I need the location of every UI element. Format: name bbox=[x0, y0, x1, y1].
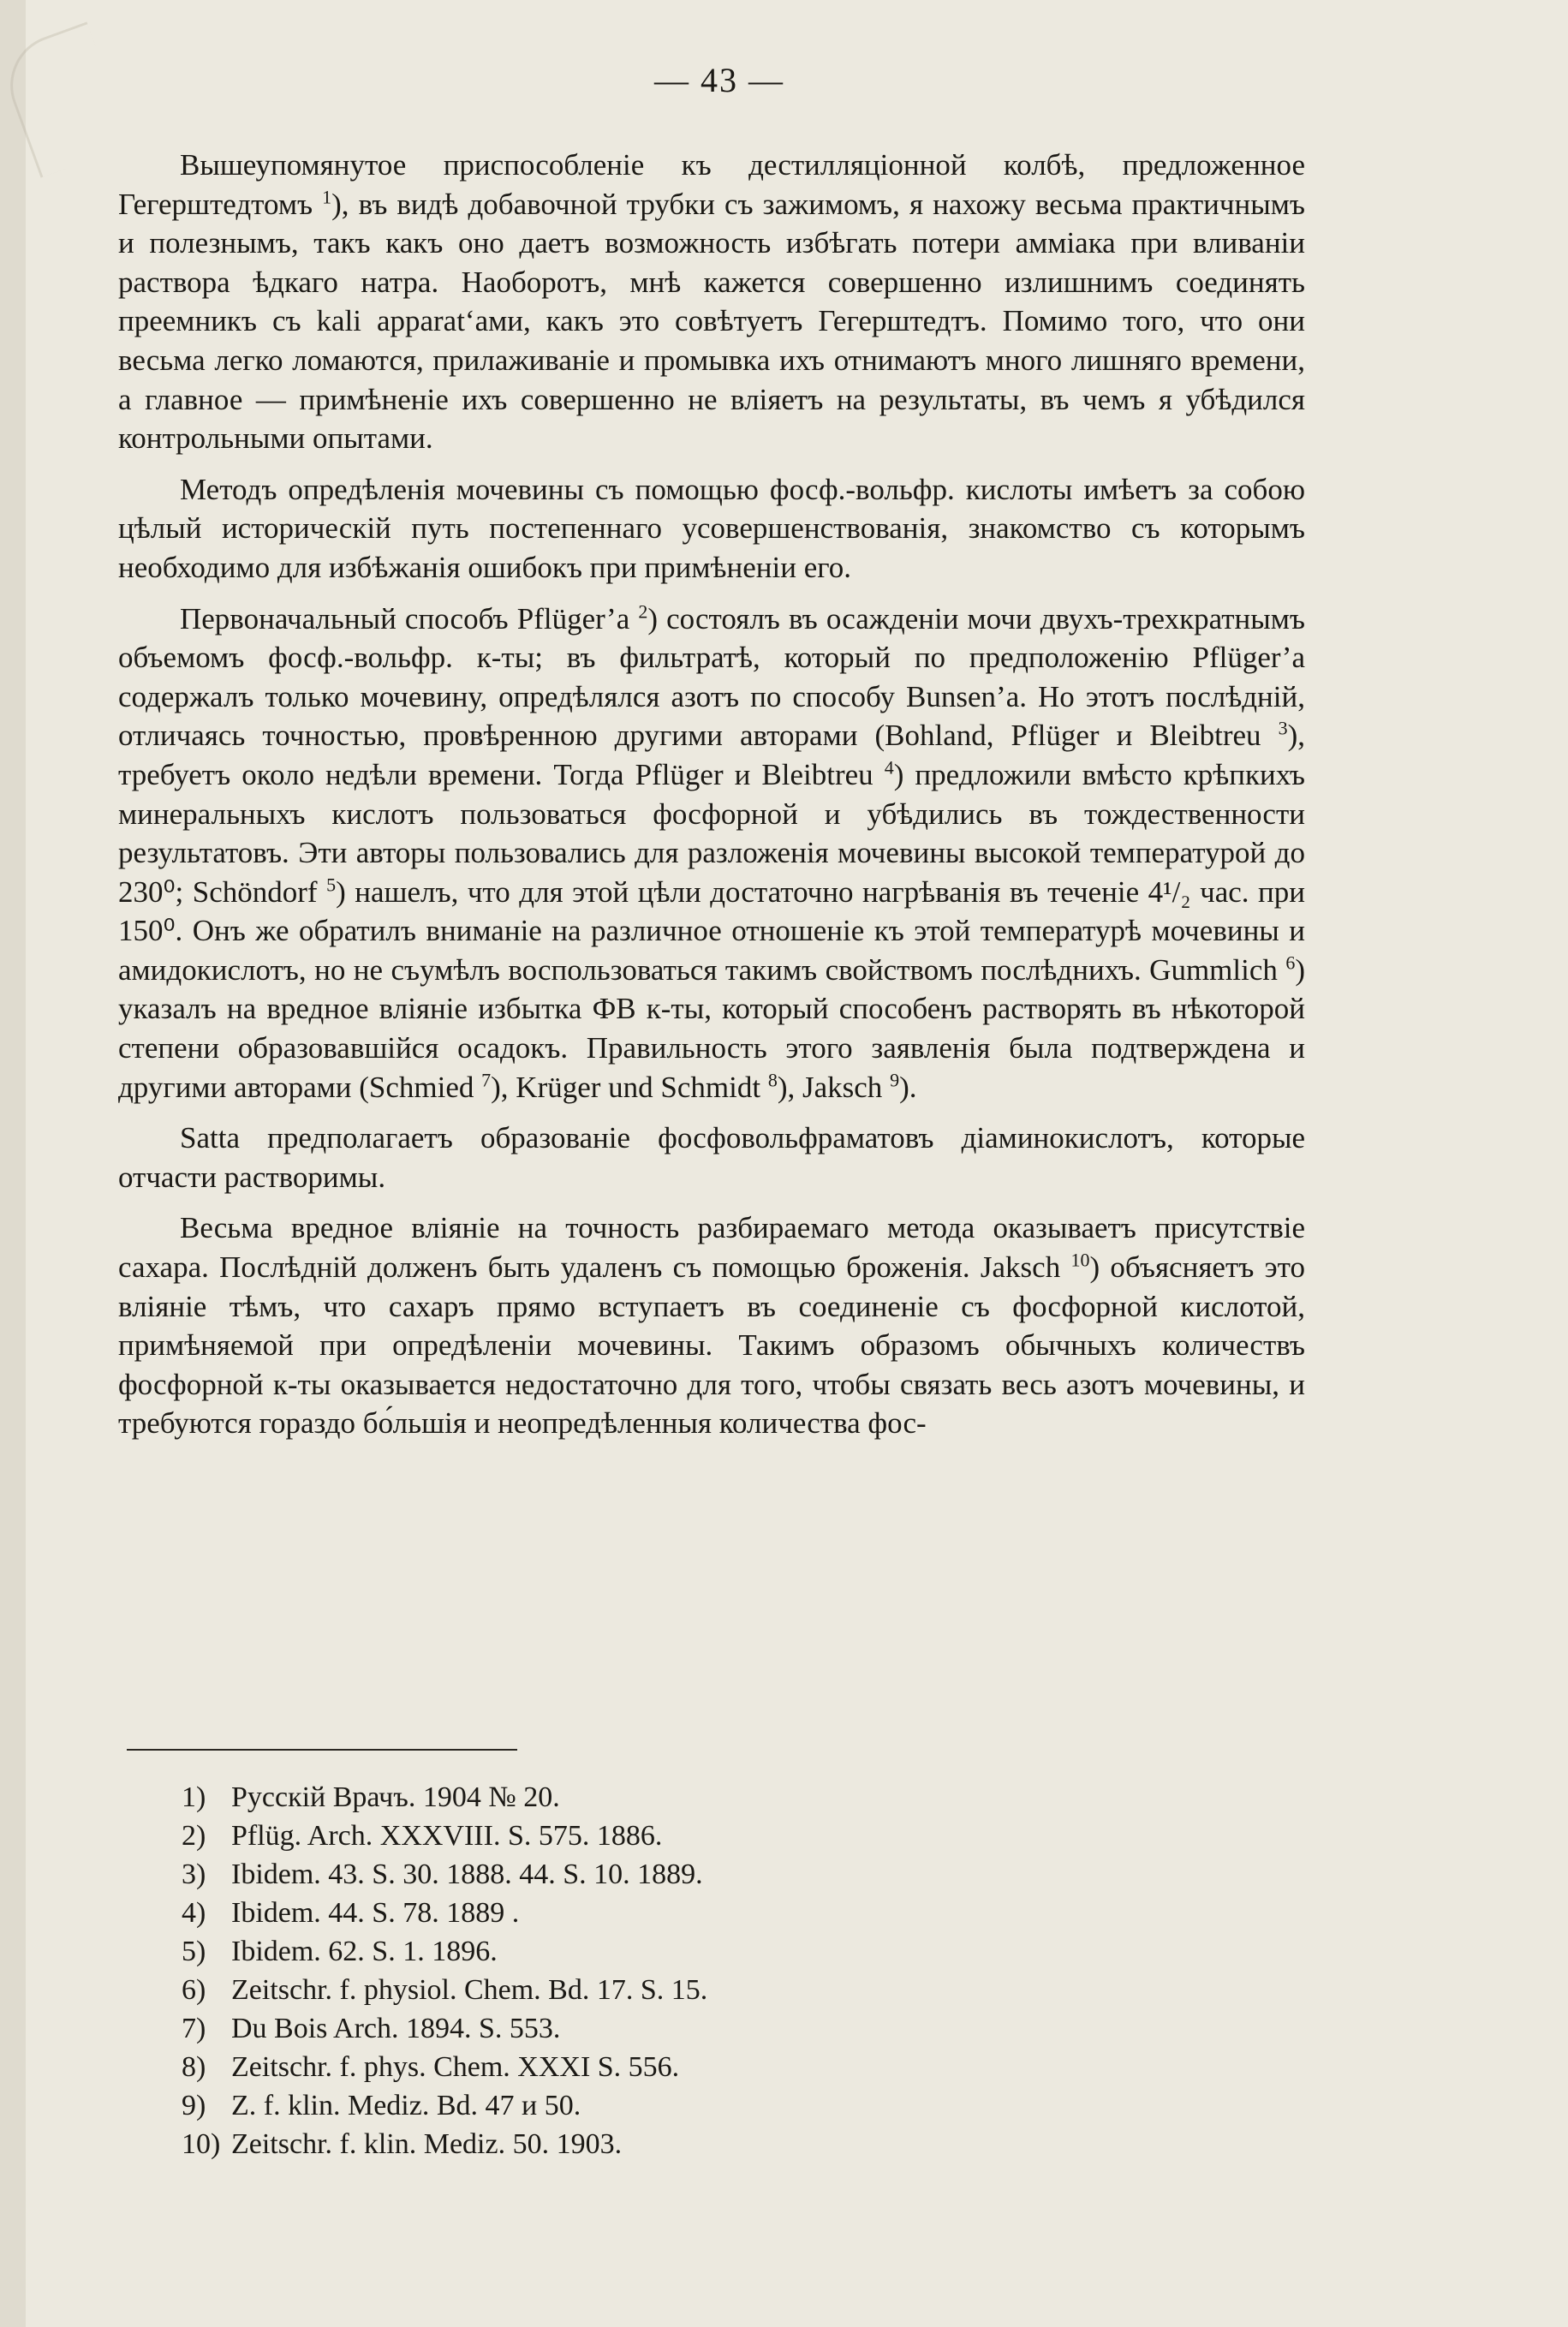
footnote-text: Ibidem. 44. S. 78. 1889 . bbox=[231, 1897, 520, 1929]
paragraph bbox=[118, 1119, 1305, 1196]
footnotes bbox=[182, 1778, 1209, 2163]
footnote-divider bbox=[127, 1749, 517, 1751]
footnote-text: Русскій Врачъ. 1904 № 20. bbox=[231, 1781, 560, 1813]
footnote-text: Ibidem. 43. S. 30. 1888. 44. S. 10. 1889. bbox=[231, 1859, 703, 1890]
footnote-marker: 10) bbox=[182, 2128, 221, 2160]
footnote-marker: 8) bbox=[182, 2051, 206, 2083]
main-text bbox=[118, 146, 1305, 1443]
footnote-reference: 2 bbox=[638, 600, 648, 622]
text-segment: ). bbox=[899, 1070, 917, 1104]
paragraph bbox=[118, 470, 1305, 588]
page-number: — 43 — bbox=[654, 61, 784, 99]
footnote-marker: 3) bbox=[182, 1859, 206, 1890]
footnote-reference: 1 bbox=[322, 185, 332, 207]
footnote-marker: 1) bbox=[182, 1781, 206, 1813]
text-segment: ) объясняетъ это вліяніе тѣмъ, что сахаръ прямо вступаетъ въ соединеніе съ фосфорной кислотой, примѣняемой при опредѣленіи мочевины. Такимъ образомъ обычныхъ количествъ фосфорной к-ты оказывается недостаточно для того, чтобы связать весь азотъ мочевины, и требуются гораздо бо́льшія и неопредѣленныя количества фос- bbox=[118, 1250, 1305, 1441]
footnote-marker: 5) bbox=[182, 1936, 206, 1967]
footnote-text: Z. f. klin. Mediz. Bd. 47 и 50. bbox=[231, 2090, 581, 2121]
text-segment: Satta предполагаетъ образованіе фосфовольфраматовъ діаминокислотъ, которые отчасти растворимы. bbox=[118, 1121, 1305, 1194]
footnote-reference: 6 bbox=[1285, 952, 1296, 974]
footnote-text: Ibidem. 62. S. 1. 1896. bbox=[231, 1936, 498, 1967]
text-segment: Весьма вредное вліяніе на точность разбираемаго метода оказываетъ присутствіе сахара. Послѣдній долженъ быть удаленъ съ помощью броженія. Jaksch bbox=[118, 1211, 1305, 1285]
footnote-item bbox=[182, 1971, 1209, 2009]
footnote-reference: 10 bbox=[1070, 1249, 1090, 1271]
footnote-text: Zeitschr. f. klin. Mediz. 50. 1903. bbox=[231, 2128, 623, 2160]
footnote-item bbox=[182, 2048, 1209, 2086]
footnote-reference: 8 bbox=[767, 1069, 778, 1090]
footnote-reference: 9 bbox=[890, 1069, 900, 1090]
footnote-item bbox=[182, 1894, 1209, 1932]
text-segment: ) нашелъ, что для этой цѣли достаточно нагрѣванія въ теченіе 4¹/₂ час. при 150⁰. Онъ же обратилъ вниманіе на различное отношеніе къ этой температурѣ мочевины и амидокислотъ, но не съумѣлъ воспользоваться такимъ свойствомъ послѣднихъ. Gummlich bbox=[118, 874, 1305, 987]
footnote-item bbox=[182, 1778, 1209, 1817]
paragraph bbox=[118, 1208, 1305, 1443]
text-segment: ) состоялъ въ осажденіи мочи двухъ-трехкратнымъ объемомъ фосф.-вольфр. к-ты; въ фильтратѣ, который по предположенію Pflüger’a содержалъ только мочевину, опредѣлялся азотъ по способу Bunsen’a. Но этотъ послѣдній, отличаясь точностью, провѣренною другими авторами (Bohland, Pflüger и Bleibtreu bbox=[118, 601, 1305, 753]
footnote-item bbox=[182, 1817, 1209, 1855]
text-segment: ) предложили вмѣсто крѣпкихъ минеральныхъ кислотъ пользоваться фосфорной и убѣдились въ тождественности результатовъ. Эти авторы пользовались для разложенія мочевины высокой температурой до 230⁰; Schöndorf bbox=[118, 757, 1305, 909]
text-segment: ) указалъ на вредное вліяніе избытка ФВ к-ты, который способенъ растворять въ нѣкоторой степени образовавшійся осадокъ. Правильность этого заявленія была подтверждена и другими авторами (Schmied bbox=[118, 952, 1305, 1104]
footnote-reference: 4 bbox=[884, 756, 894, 779]
footnote-marker: 6) bbox=[182, 1974, 206, 2006]
text-segment: ), Jaksch bbox=[777, 1070, 891, 1104]
footnote-text: Pflüg. Arch. XXXVIII. S. 575. 1886. bbox=[231, 1820, 663, 1852]
footnote-reference: 7 bbox=[481, 1069, 492, 1090]
footnote-marker: 7) bbox=[182, 2013, 206, 2044]
footnote-item bbox=[182, 2086, 1209, 2125]
footnote-item bbox=[182, 2125, 1209, 2163]
text-segment: Методъ опредѣленія мочевины съ помощью фосф.-вольфр. кислоты имѣетъ за собою цѣлый историческій путь постепеннаго усовершенствованія, знакомство съ которымъ необходимо для избѣжанія ошибокъ при примѣненіи его. bbox=[118, 472, 1305, 584]
footnote-reference: 3 bbox=[1278, 717, 1288, 739]
footnote-text: Du Bois Arch. 1894. S. 553. bbox=[231, 2013, 561, 2044]
footnote-text: Zeitschr. f. physiol. Chem. Bd. 17. S. 15. bbox=[231, 1974, 708, 2006]
footnote-marker: 4) bbox=[182, 1897, 206, 1929]
footnote-item bbox=[182, 2009, 1209, 2048]
footnote-text: Zeitschr. f. phys. Chem. XXXI S. 556. bbox=[231, 2051, 680, 2083]
footnote-item bbox=[182, 1932, 1209, 1971]
text-segment: ), Krüger und Schmidt bbox=[491, 1070, 768, 1104]
footnote-marker: 9) bbox=[182, 2090, 206, 2121]
text-segment: Первоначальный способъ Pflüger’a bbox=[180, 601, 639, 635]
text-segment: Вышеупомянутое приспособленіе къ дестилляціонной колбѣ, предложенное Гегерштедтомъ bbox=[118, 148, 1305, 221]
text-segment: ), требуетъ около недѣли времени. Тогда Pflüger и Bleibtreu bbox=[118, 719, 1305, 791]
paragraph bbox=[118, 600, 1305, 1107]
footnote-item bbox=[182, 1855, 1209, 1894]
paragraph bbox=[118, 146, 1305, 458]
footnote-reference: 5 bbox=[326, 874, 337, 896]
text-segment: ), въ видѣ добавочной трубки съ зажимомъ, я нахожу весьма практичнымъ и полезнымъ, такъ какъ оно даетъ возможность избѣгать потери амміака при вливаніи раствора ѣдкаго натра. Наоборотъ, мнѣ кажется совершенно излишнимъ соединять преемникъ съ kali apparat‘ами, какъ это совѣтуетъ Гегерштедтъ. Помимо того, что они весьма легко ломаются, прилаживаніе и промывка ихъ отнимаютъ много лишняго времени, а главное — примѣненіе ихъ совершенно не вліяетъ на результаты, въ чемъ я убѣдился контрольными опытами. bbox=[118, 187, 1306, 456]
footnote-marker: 2) bbox=[182, 1820, 206, 1852]
